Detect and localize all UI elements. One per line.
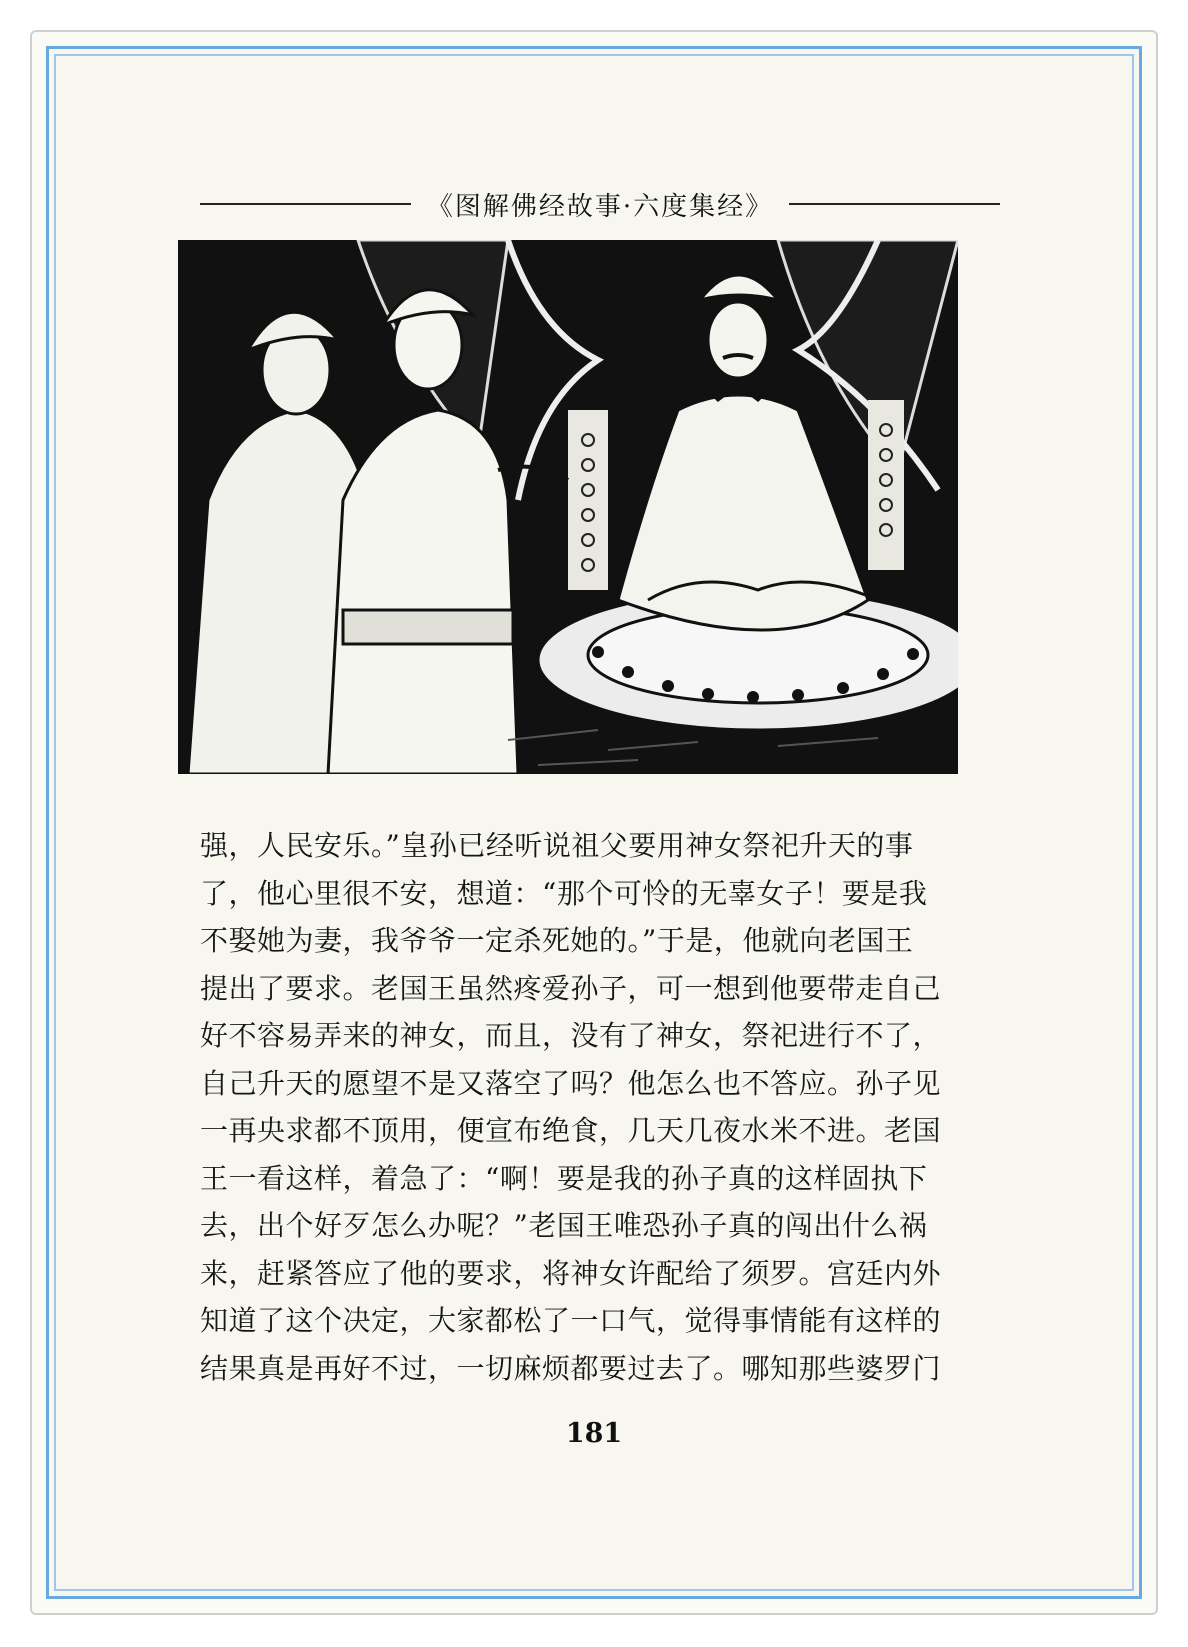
body-text — [200, 822, 980, 1392]
running-header — [200, 182, 1000, 226]
text-line: 自己升天的愿望不是又落空了吗？他怎么也不答应。孙子见 — [200, 1066, 942, 1100]
engraving-illustration — [178, 240, 958, 774]
page-number: 181 — [565, 1418, 623, 1449]
text-line: 去，出个好歹怎么办呢？”老国王唯恐孙子真的闯出什么祸 — [200, 1209, 928, 1242]
text-line: 提出了要求。老国王虽然疼爱孙子，可一想到他要带走自己 — [200, 971, 942, 1005]
text-line: 不娶她为妻，我爷爷一定杀死她的。”于是，他就向老国王 — [200, 924, 914, 957]
text-line: 强，人民安乐。”皇孙已经听说祖父要用神女祭祀升天的事 — [200, 829, 914, 862]
text-line: 一再央求都不顶用，便宣布绝食，几天几夜水米不进。老国 — [200, 1114, 942, 1147]
illustration-drawing — [178, 240, 958, 774]
text-line: 结果真是再好不过，一切麻烦都要过去了。哪知那些婆罗门 — [200, 1351, 942, 1385]
text-line: 好不容易弄来的神女，而且，没有了神女，祭祀进行不了， — [200, 1019, 942, 1052]
text-line: 了，他心里很不安，想道：“那个可怜的无辜女子！要是我 — [200, 876, 928, 910]
header-rule-left — [200, 203, 411, 205]
text-line: 王一看这样，着急了：“啊！要是我的孙子真的这样固执下 — [200, 1161, 928, 1195]
header-rule-right — [789, 203, 1000, 205]
text-line: 来，赶紧答应了他的要求，将神女许配给了须罗。宫廷内外 — [200, 1256, 942, 1290]
text-line: 知道了这个决定，大家都松了一口气，觉得事情能有这样的 — [200, 1304, 942, 1337]
header-title: 《图解佛经故事·六度集经》 — [426, 191, 774, 222]
